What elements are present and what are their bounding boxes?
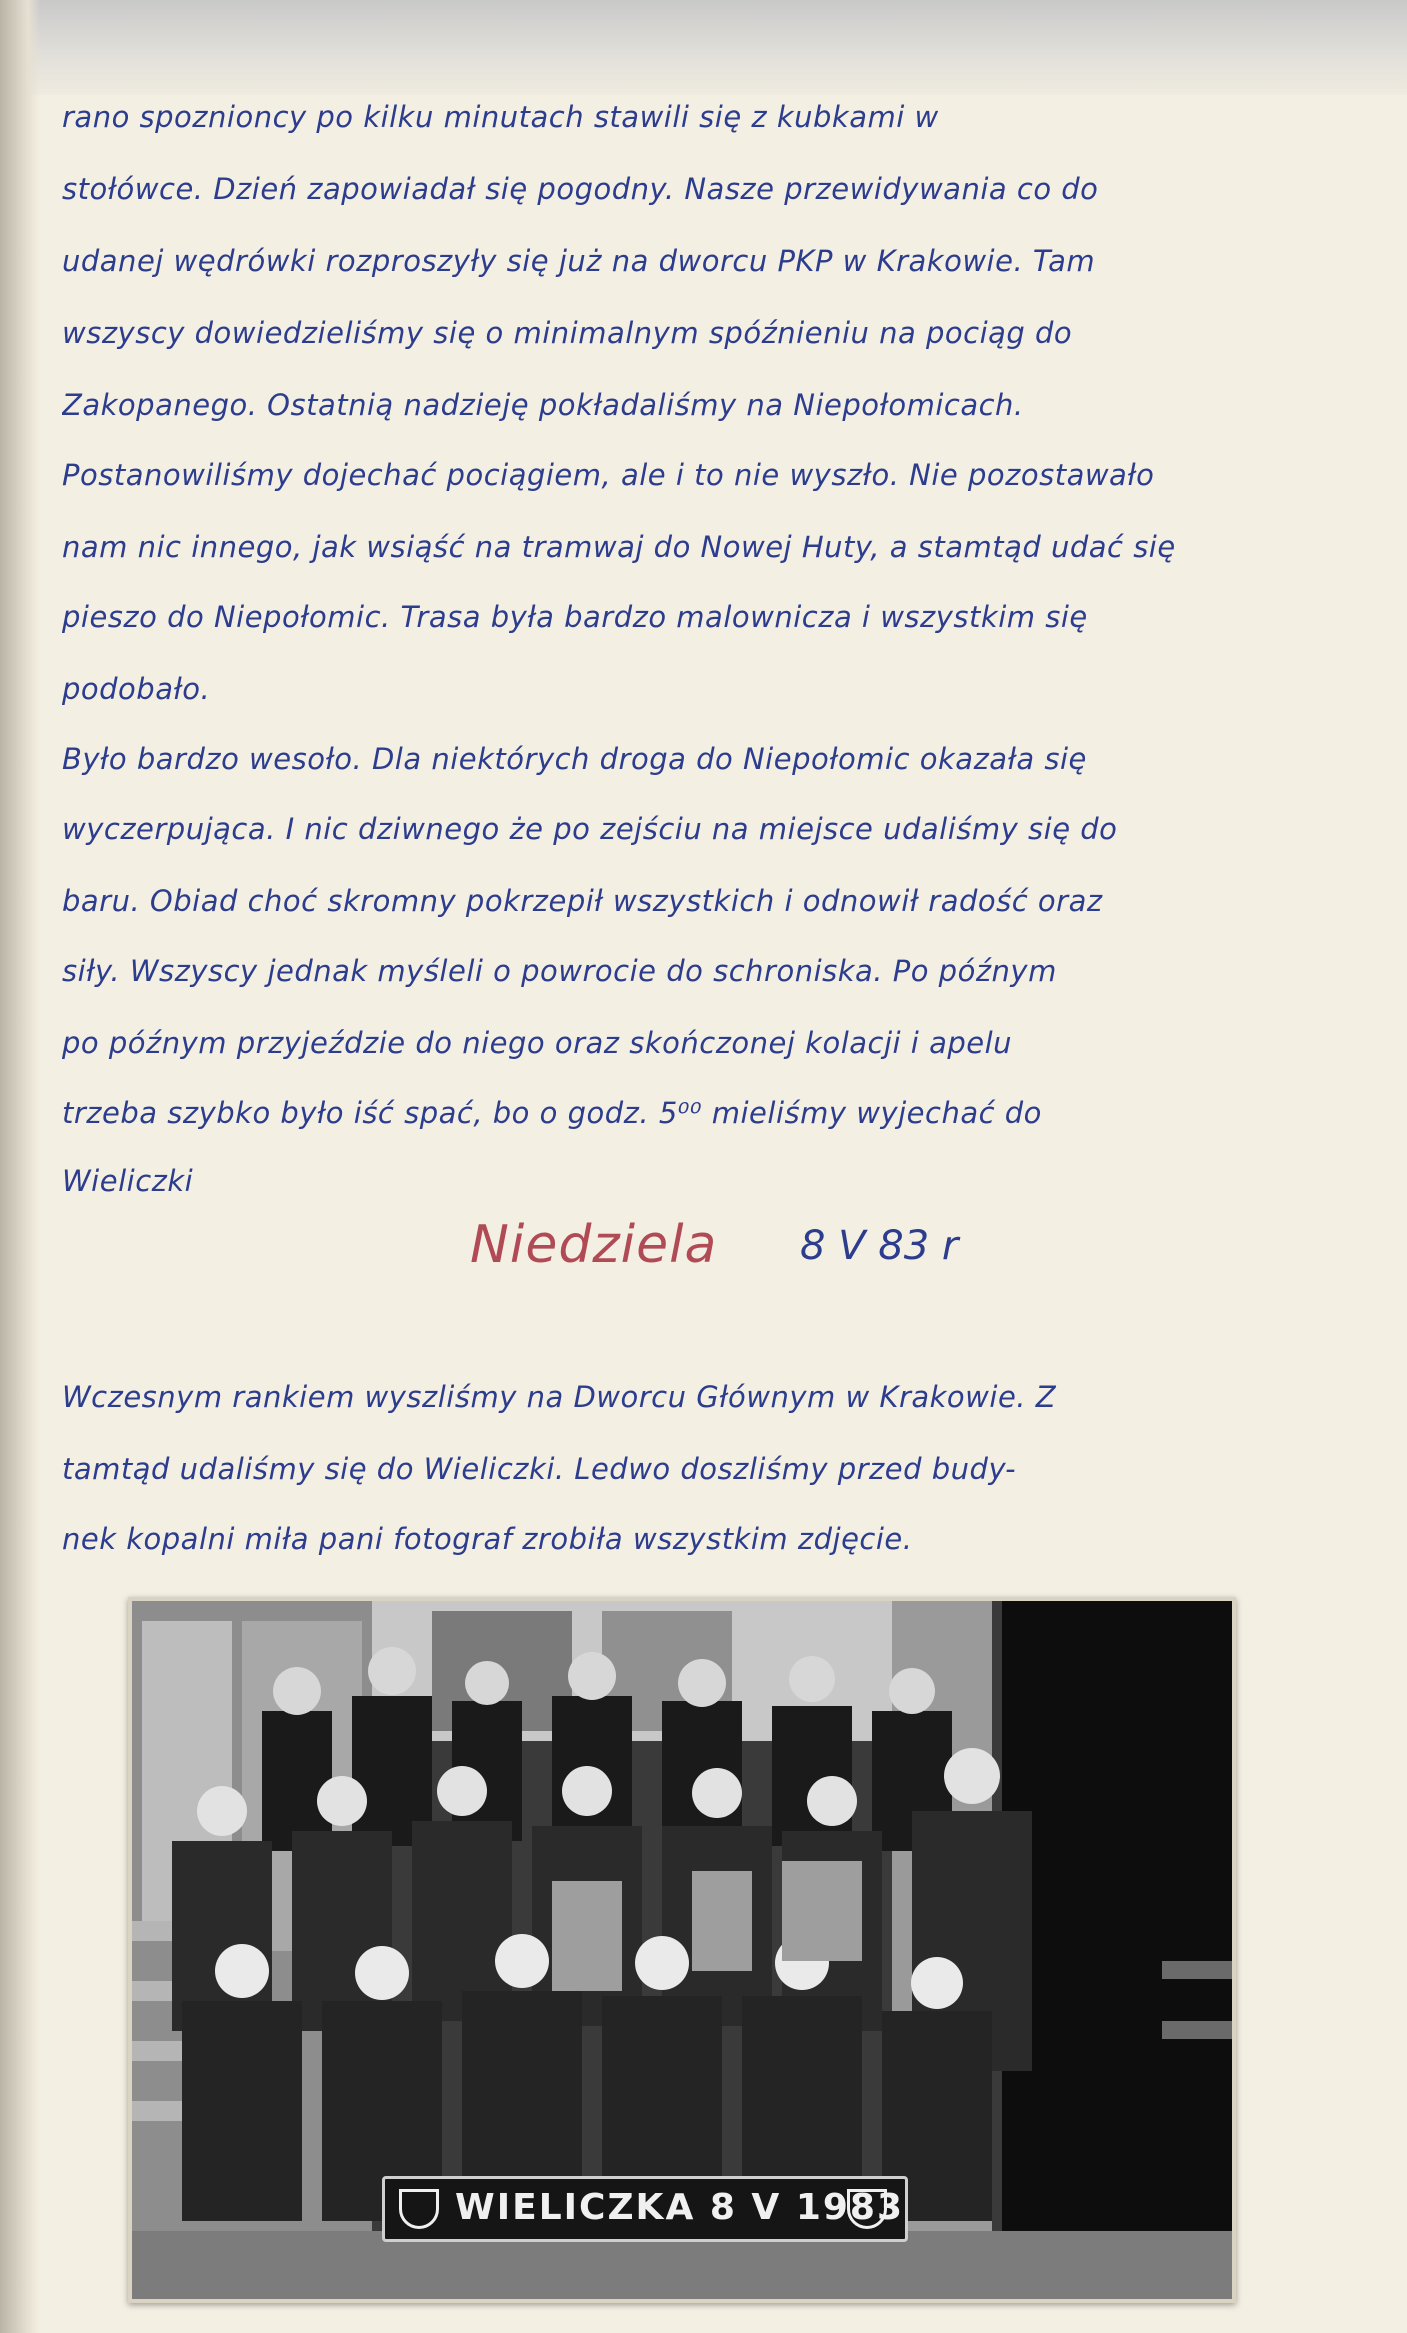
emblem-icon	[399, 2189, 439, 2229]
sign-board	[382, 2176, 908, 2242]
text-line: Wczesnym rankiem wyszliśmy na Dworcu Głównym w Krakowie. Z	[62, 1380, 1057, 1414]
text-line: nek kopalni miła pani fotograf zrobiła wszystkim zdjęcie.	[62, 1522, 913, 1556]
emblem-icon	[847, 2189, 887, 2229]
text-line: siły. Wszyscy jednak myśleli o powrocie do schroniska. Po późnym	[62, 954, 1057, 988]
text-line: rano spoznioncy po kilku minutach stawili się z kubkami w	[62, 100, 939, 134]
text-line: Zakopanego. Ostatnią nadzieję pokładaliśmy na Niepołomicach.	[62, 388, 1024, 422]
group-photo	[128, 1597, 1236, 2303]
text-line: podobało.	[62, 672, 211, 706]
text-line: stołówce. Dzień zapowiadał się pogodny. Nasze przewidywania co do	[62, 172, 1099, 206]
text-line: udanej wędrówki rozproszyły się już na dworcu PKP w Krakowie. Tam	[62, 244, 1096, 278]
text-line: nam nic innego, jak wsiąść na tramwaj do Nowej Huty, a stamtąd udać się	[62, 530, 1176, 564]
heading-date: 8 V 83 r	[800, 1223, 959, 1269]
heading-day: Niedziela	[470, 1215, 718, 1275]
text-line: baru. Obiad choć skromny pokrzepił wszystkich i odnowił radość oraz	[62, 884, 1103, 918]
text-line: Wieliczki	[62, 1164, 194, 1198]
text-line: Było bardzo wesoło. Dla niektórych droga do Niepołomic okazała się	[62, 742, 1087, 776]
text-line: wszyscy dowiedzieliśmy się o minimalnym spóźnieniu na pociąg do	[62, 316, 1073, 350]
text-line: po późnym przyjeździe do niego oraz skończonej kolacji i apelu	[62, 1026, 1013, 1060]
text-line: pieszo do Niepołomic. Trasa była bardzo malownicza i wszystkim się	[62, 600, 1088, 634]
date-heading	[470, 1215, 1070, 1295]
text-line: Postanowiliśmy dojechać pociągiem, ale i to nie wyszło. Nie pozostawało	[62, 458, 1155, 492]
text-line: wyczerpująca. I nic dziwnego że po zejściu na miejsce udaliśmy się do	[62, 812, 1118, 846]
sign-text: WIELICZKA 8 V 1983	[455, 2187, 905, 2228]
text-line: trzeba szybko było iść spać, bo o godz. 5⁰⁰ mieliśmy wyjechać do	[62, 1096, 1042, 1130]
text-line: tamtąd udaliśmy się do Wieliczki. Ledwo doszliśmy przed budy-	[62, 1452, 1017, 1486]
